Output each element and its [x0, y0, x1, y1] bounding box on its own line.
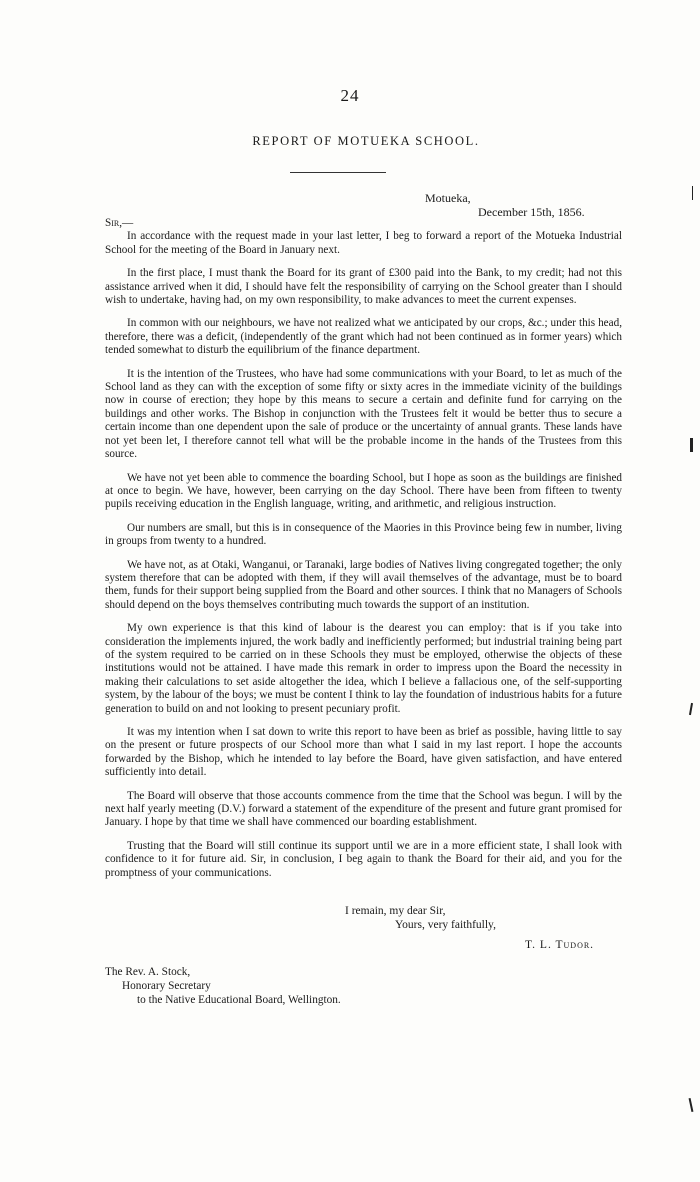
paragraph: In the first place, I must thank the Board for its grant of £300 paid into the Bank, to my credit; had not this assistance arrived when it did, I should have felt the responsibility of carrying on the School greater than I should wish to undertake, having had, on my own responsibility, to make advances to meet the current expenses.: [105, 267, 622, 307]
margin-mark: [689, 1098, 694, 1112]
margin-mark: [692, 186, 693, 200]
addressee-name: The Rev. A. St⁠ock,: [105, 966, 191, 978]
paragraph: It was my intention when I sat down to write this report to have been as brief as possible, having little to say on the present or future prospects of our School more than what I said in my last report. I hope the accounts forwarded by the Bishop, which he intended to lay before the Board, have given satisfaction, and have entered sufficiently into detail.: [105, 726, 622, 779]
margin-mark: [689, 703, 693, 715]
paragraph: In common with our neighbours, we have not realized what we anticipated by our crops, &c.; under this head, therefore, there was a deficit, (independently of the grant which had not been continued as in former years) which tended somewhat to disturb the equilibrium of the finance department.: [105, 317, 622, 357]
signature: T. L. Tudor.: [525, 939, 595, 951]
addressee-title: Honorary Secretary: [122, 980, 211, 992]
letter-date: December 15th, 1856.: [478, 205, 585, 219]
margin-mark: [690, 438, 693, 452]
paragraph: Our numbers are small, but this is in consequence of the Maories in this Province being few in number, living in groups from twenty to a hundred.: [105, 521, 622, 548]
paragraph: My own experience is that this kind of labour is the dearest you can employ: that is if you take into consideration the implements injured, the work badly and inefficiently performed; but industrial training being part of the system required to be carried on in these Schools they must be employed, otherwise the objects of these institutions would not be attained. I have made this remark in order to impress upon the Board the necessity in making their calculations to set aside altogether the idea, which I believe a fallacious one, of the self-supporting system, by the labour of the boys; we must be content I think to lay the foundation of industrious habits for a future generation to build on and not looking to present pecuniary profit.: [105, 622, 622, 715]
salutation: Sir,—: [105, 217, 134, 229]
addressee-office: to the Native Educational Board, Wellington.: [137, 994, 341, 1006]
paragraph: It is the intention of the Trustees, who have had some communications with your Board, to let as much of the School land as they can with the exception of some fifty or sixty acres in the immediate vicinity of the buildings now in course of erection; they hope by this means to secure a certain and definite fund for carrying on the buildings and other works. The Bishop in conjunction with the Trustees felt it would be better thus to secure a certain income than one dependent upon the sale of produce or the uncertainty of annual grants. These lands have not yet been let, I therefore cannot tell what will be the probable income in the hands of the Trustees from this source.: [105, 367, 622, 461]
paragraph: In accordance with the request made in your last letter, I beg to forward a report of the Motueka Industrial School for the meeting of the Board in January next.: [105, 230, 622, 256]
paragraph: Trusting that the Board will still continue its support until we are in a more efficient state, I shall look with confidence to it for future aid. Sir, in conclusion, I beg again to thank the Board for their aid, and you for the promptness of your communications.: [105, 839, 622, 879]
letter-place: Motueka,: [425, 191, 471, 205]
page-number: 24: [340, 86, 360, 105]
closing-line-1: I remain, my dear Sir,: [345, 905, 446, 917]
title-divider: [290, 172, 386, 173]
paragraph: We have not, as at Otaki, Wanganui, or Taranaki, large bodies of Natives living congregated together; the only system therefore that can be adopted with them, if they will avail themselves of the advantage, must be to board them, funds for their support being supplied from the Board and other sources. I think that no Managers of Schools should depend on the boys themselves contributing much towards the support of an institution.: [105, 558, 622, 611]
letter-body: [105, 217, 622, 890]
paragraph: We have not yet been able to commence the boarding School, but I hope as soon as the buildings are finished at once to begin. We have, however, been carrying on the day School. There have been from fifteen to twenty pupils receiving education in the English language, writing, and arithmetic, and religious instruction.: [105, 471, 622, 511]
closing-line-2: Yours, very faithfully,: [395, 919, 496, 931]
page-title: REPORT OF MOTUEKA SCHOOL.: [252, 134, 480, 148]
paragraph: The Board will observe that those accounts commence from the time that the School was begun. I will by the next half yearly meeting (D.V.) forward a statement of the expenditure of the present and future grant promised for January. I hope by that time we shall have commenced our boarding establishment.: [105, 789, 622, 829]
